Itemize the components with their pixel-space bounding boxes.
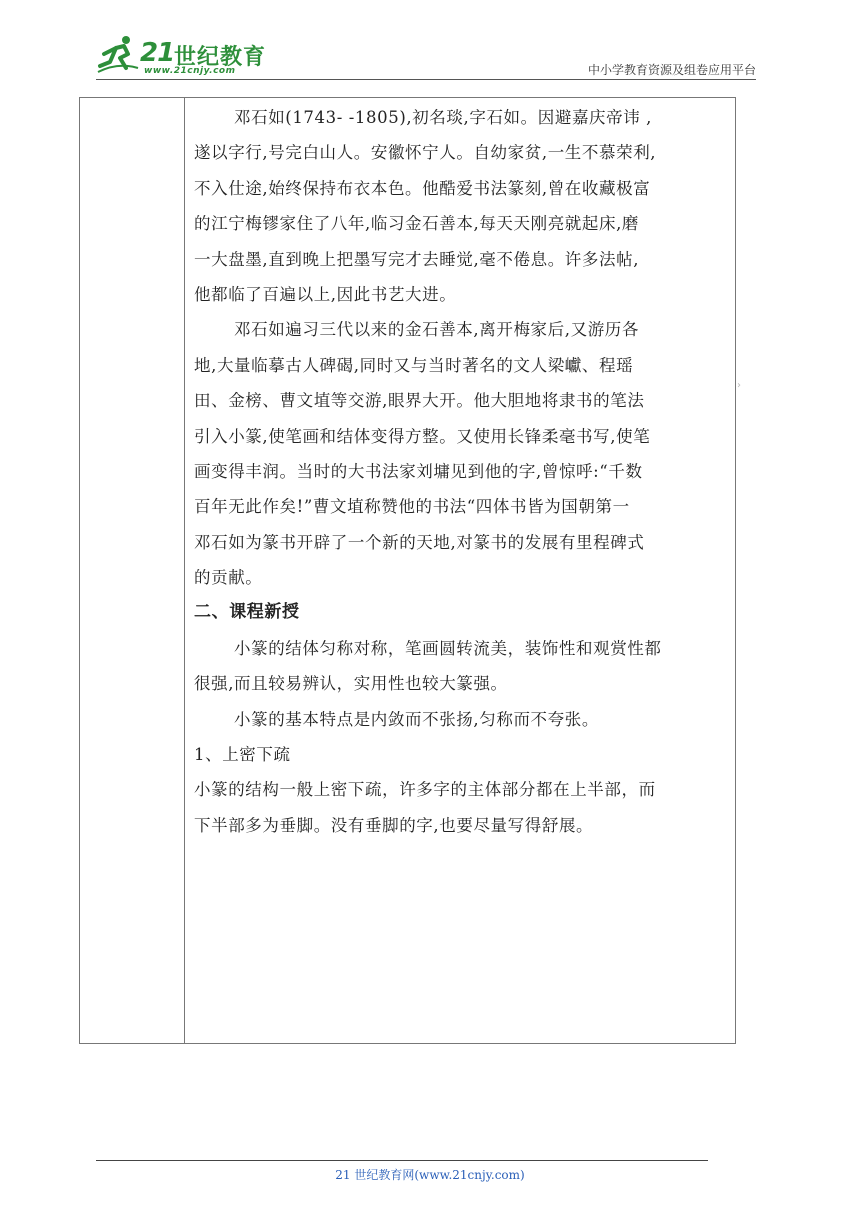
paragraph-achievements bbox=[194, 312, 730, 595]
logo-url: www.21cnjy.com bbox=[144, 66, 236, 76]
text-line: 不入仕途,始终保持布衣本色。他酷爱书法篆刻,曾在收藏极富 bbox=[194, 178, 651, 198]
paragraph-structure bbox=[194, 631, 730, 702]
text-line: 引入小篆,使笔画和结体变得方整。又使用长锋柔毫书写,使笔 bbox=[194, 426, 651, 446]
logo-name: 世纪教育 bbox=[174, 45, 267, 70]
table-column-divider bbox=[184, 97, 185, 1044]
logo bbox=[96, 32, 266, 78]
header-divider bbox=[96, 79, 756, 80]
text-line: 的江宁梅镠家住了八年,临习金石善本,每天天刚亮就起床,磨 bbox=[194, 214, 640, 234]
text-line: 邓石如为篆书开辟了一个新的天地,对篆书的发展有里程碑式 bbox=[194, 532, 645, 552]
text-line: 百年无此作矣!”曹文埴称赞他的书法“四体书皆为国朝第一 bbox=[194, 497, 630, 517]
chevron-right-icon: › bbox=[737, 380, 741, 391]
footer-divider bbox=[96, 1160, 708, 1161]
logo-number: 21 bbox=[140, 38, 175, 68]
subheading-dense-top: 1、上密下疏 bbox=[194, 745, 291, 765]
text-line: 小篆的结体匀称对称，笔画圆转流美，装饰性和观赏性都 bbox=[234, 638, 662, 658]
text-line: 画变得丰润。当时的大书法家刘墉见到他的字,曾惊呼:“千数 bbox=[194, 461, 643, 481]
runner-logo-icon bbox=[96, 32, 140, 76]
text-line: 的贡献。 bbox=[194, 568, 263, 588]
page-header bbox=[0, 0, 860, 90]
paragraph-dense-top bbox=[194, 772, 730, 843]
paragraph-features: 小篆的基本特点是内敛而不张扬,匀称而不夸张。 bbox=[234, 709, 599, 729]
text-line: 他都临了百遍以上,因此书艺大进。 bbox=[194, 284, 457, 304]
text-line: 地,大量临摹古人碑碣,同时又与当时著名的文人梁巘、程瑶 bbox=[194, 355, 634, 375]
platform-title: 中小学教育资源及组卷应用平台 bbox=[587, 63, 756, 77]
section-heading: 二、课程新授 bbox=[194, 602, 300, 623]
paragraph-biography bbox=[194, 100, 730, 312]
text-line: 田、金榜、曹文埴等交游,眼界大开。他大胆地将隶书的笔法 bbox=[194, 391, 645, 411]
text-line: 遂以字行,号完白山人。安徽怀宁人。自幼家贫,一生不慕荣利, bbox=[194, 143, 657, 163]
text-line: 下半部多为垂脚。没有垂脚的字,也要尽量写得舒展。 bbox=[194, 815, 594, 835]
footer-link[interactable]: 21 世纪教育网(www.21cnjy.com) bbox=[335, 1168, 525, 1182]
text-line: 一大盘墨,直到晚上把墨写完才去睡觉,毫不倦息。许多法帖, bbox=[194, 249, 640, 269]
text-line: 小篆的结构一般上密下疏，许多字的主体部分都在上半部，而 bbox=[194, 780, 656, 800]
text-line: 很强,而且较易辨认，实用性也较大篆强。 bbox=[194, 674, 508, 694]
lesson-content bbox=[194, 100, 730, 843]
text-line: 邓石如遍习三代以来的金石善本,离开梅家后,又游历各 bbox=[234, 320, 639, 340]
text-line: 邓石如(1743- -1805),初名琰,字石如。因避嘉庆帝讳 , bbox=[234, 108, 653, 127]
